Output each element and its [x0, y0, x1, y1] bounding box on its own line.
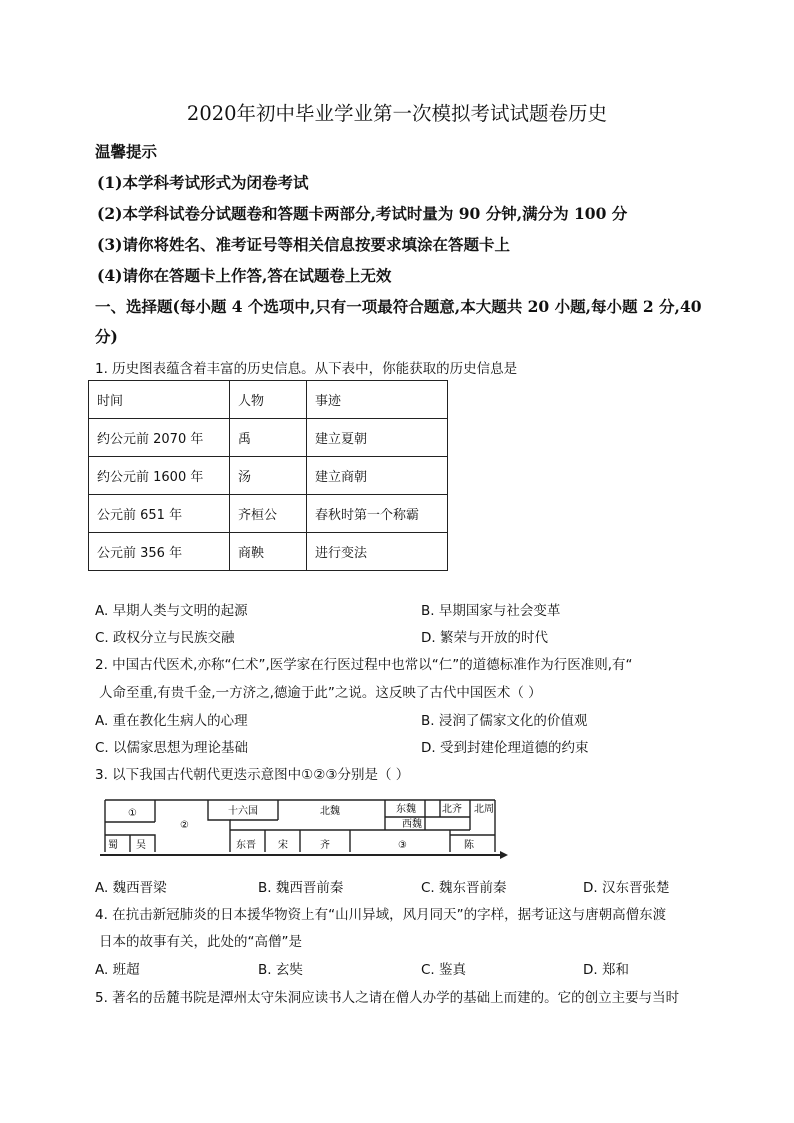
question-1-option-a: A. 早期人类与文明的起源: [95, 603, 248, 619]
table-cell: 汤: [230, 457, 307, 495]
question-2-stem-line2: 人命至重,有贵千金,一方济之,德逾于此”之说。这反映了古代中国医术（ ）: [99, 685, 542, 701]
question-2-stem-line1: 2. 中国古代医术,亦称“仁术”,医学家在行医过程中也常以“仁”的道德标准作为行医准则,有“: [95, 657, 633, 673]
table-cell: 建立夏朝: [307, 419, 448, 457]
section-heading-line2: 分): [95, 327, 118, 346]
timeline-label: 东晋: [236, 840, 256, 851]
timeline-label: 北魏: [320, 806, 340, 817]
table-header-cell: 时间: [89, 381, 230, 419]
table-cell: 禹: [230, 419, 307, 457]
tip-item-1: (1)本学科考试形式为闭卷考试: [97, 173, 309, 192]
question-2-option-c: C. 以儒家思想为理论基础: [95, 740, 249, 756]
question-3-option-b: B. 魏西晋前秦: [258, 880, 344, 896]
table-cell: 公元前 356 年: [89, 533, 230, 571]
tip-item-2: (2)本学科试卷分试题卷和答题卡两部分,考试时量为 90 分钟,满分为 100 分: [97, 204, 628, 223]
timeline-label: ②: [180, 820, 189, 831]
question-1-option-c: C. 政权分立与民族交融: [95, 630, 235, 646]
table-row: [89, 419, 448, 457]
dynasty-timeline-diagram: [100, 790, 510, 870]
table-cell: 约公元前 1600 年: [89, 457, 230, 495]
question-4-option-a: A. 班超: [95, 962, 140, 978]
timeline-label: 齐: [320, 840, 330, 851]
timeline-arrow: [500, 851, 508, 859]
question-2-option-d: D. 受到封建伦理道德的约束: [421, 740, 589, 756]
table-cell: 约公元前 2070 年: [89, 419, 230, 457]
timeline-label: 北周: [474, 804, 494, 815]
table-cell: 春秋时第一个称霸: [307, 495, 448, 533]
dynasty-timeline-svg: [100, 790, 510, 870]
table-row: [89, 495, 448, 533]
section-heading-line1: 一、选择题(每小题 4 个选项中,只有一项最符合题意,本大题共 20 小题,每小题 2 分,40: [95, 297, 702, 316]
question-2-option-a: A. 重在教化生病人的心理: [95, 713, 248, 729]
timeline-label: 十六国: [228, 806, 258, 817]
tip-item-4: (4)请你在答题卡上作答,答在试题卷上无效: [97, 266, 392, 285]
table-cell: 建立商朝: [307, 457, 448, 495]
question-1-option-d: D. 繁荣与开放的时代: [421, 630, 548, 646]
table-row: [89, 457, 448, 495]
question-4-option-c: C. 鉴真: [421, 962, 467, 978]
question-3-option-d: D. 汉东晋张楚: [583, 880, 670, 896]
timeline-label: 东魏: [396, 804, 416, 815]
timeline-label: 吴: [136, 840, 146, 851]
question-4-option-d: D. 郑和: [583, 962, 629, 978]
question-1-table: [88, 380, 448, 571]
timeline-label: 宋: [278, 840, 288, 851]
timeline-label: ①: [128, 808, 137, 819]
table-header-cell: 事迹: [307, 381, 448, 419]
table-header-row: [89, 381, 448, 419]
table-header-cell: 人物: [230, 381, 307, 419]
tips-heading: 温馨提示: [95, 142, 158, 161]
timeline-label: 北齐: [442, 804, 462, 815]
question-5-stem-line1: 5. 著名的岳麓书院是潭州太守朱洞应读书人之请在僧人办学的基础上而建的。它的创立主要与当时: [95, 990, 680, 1006]
timeline-label: 西魏: [402, 819, 422, 830]
question-3-stem: 3. 以下我国古代朝代更迭示意图中①②③分别是（ ）: [95, 767, 410, 783]
question-3-option-a: A. 魏西晋梁: [95, 880, 167, 896]
page-title: 2020年初中毕业学业第一次模拟考试试题卷历史: [186, 102, 608, 125]
question-4-stem-line1: 4. 在抗击新冠肺炎的日本援华物资上有“山川异域，风月同天”的字样，据考证这与唐朝高僧东渡: [95, 907, 667, 923]
table-cell: 商鞅: [230, 533, 307, 571]
tip-item-3: (3)请你将姓名、准考证号等相关信息按要求填涂在答题卡上: [97, 235, 510, 254]
table-cell: 齐桓公: [230, 495, 307, 533]
question-1-stem: 1. 历史图表蕴含着丰富的历史信息。从下表中，你能获取的历史信息是: [95, 361, 518, 377]
timeline-label: 蜀: [108, 840, 118, 851]
question-3-option-c: C. 魏东晋前秦: [421, 880, 507, 896]
table-cell: 进行变法: [307, 533, 448, 571]
question-2-option-b: B. 浸润了儒家文化的价值观: [421, 713, 588, 729]
question-4-option-b: B. 玄奘: [258, 962, 303, 978]
table-cell: 公元前 651 年: [89, 495, 230, 533]
timeline-label: ③: [398, 840, 407, 851]
timeline-label: 陈: [464, 840, 474, 851]
question-1-option-b: B. 早期国家与社会变革: [421, 603, 561, 619]
table-row: [89, 533, 448, 571]
question-4-stem-line2: 日本的故事有关，此处的“高僧”是: [99, 934, 302, 950]
